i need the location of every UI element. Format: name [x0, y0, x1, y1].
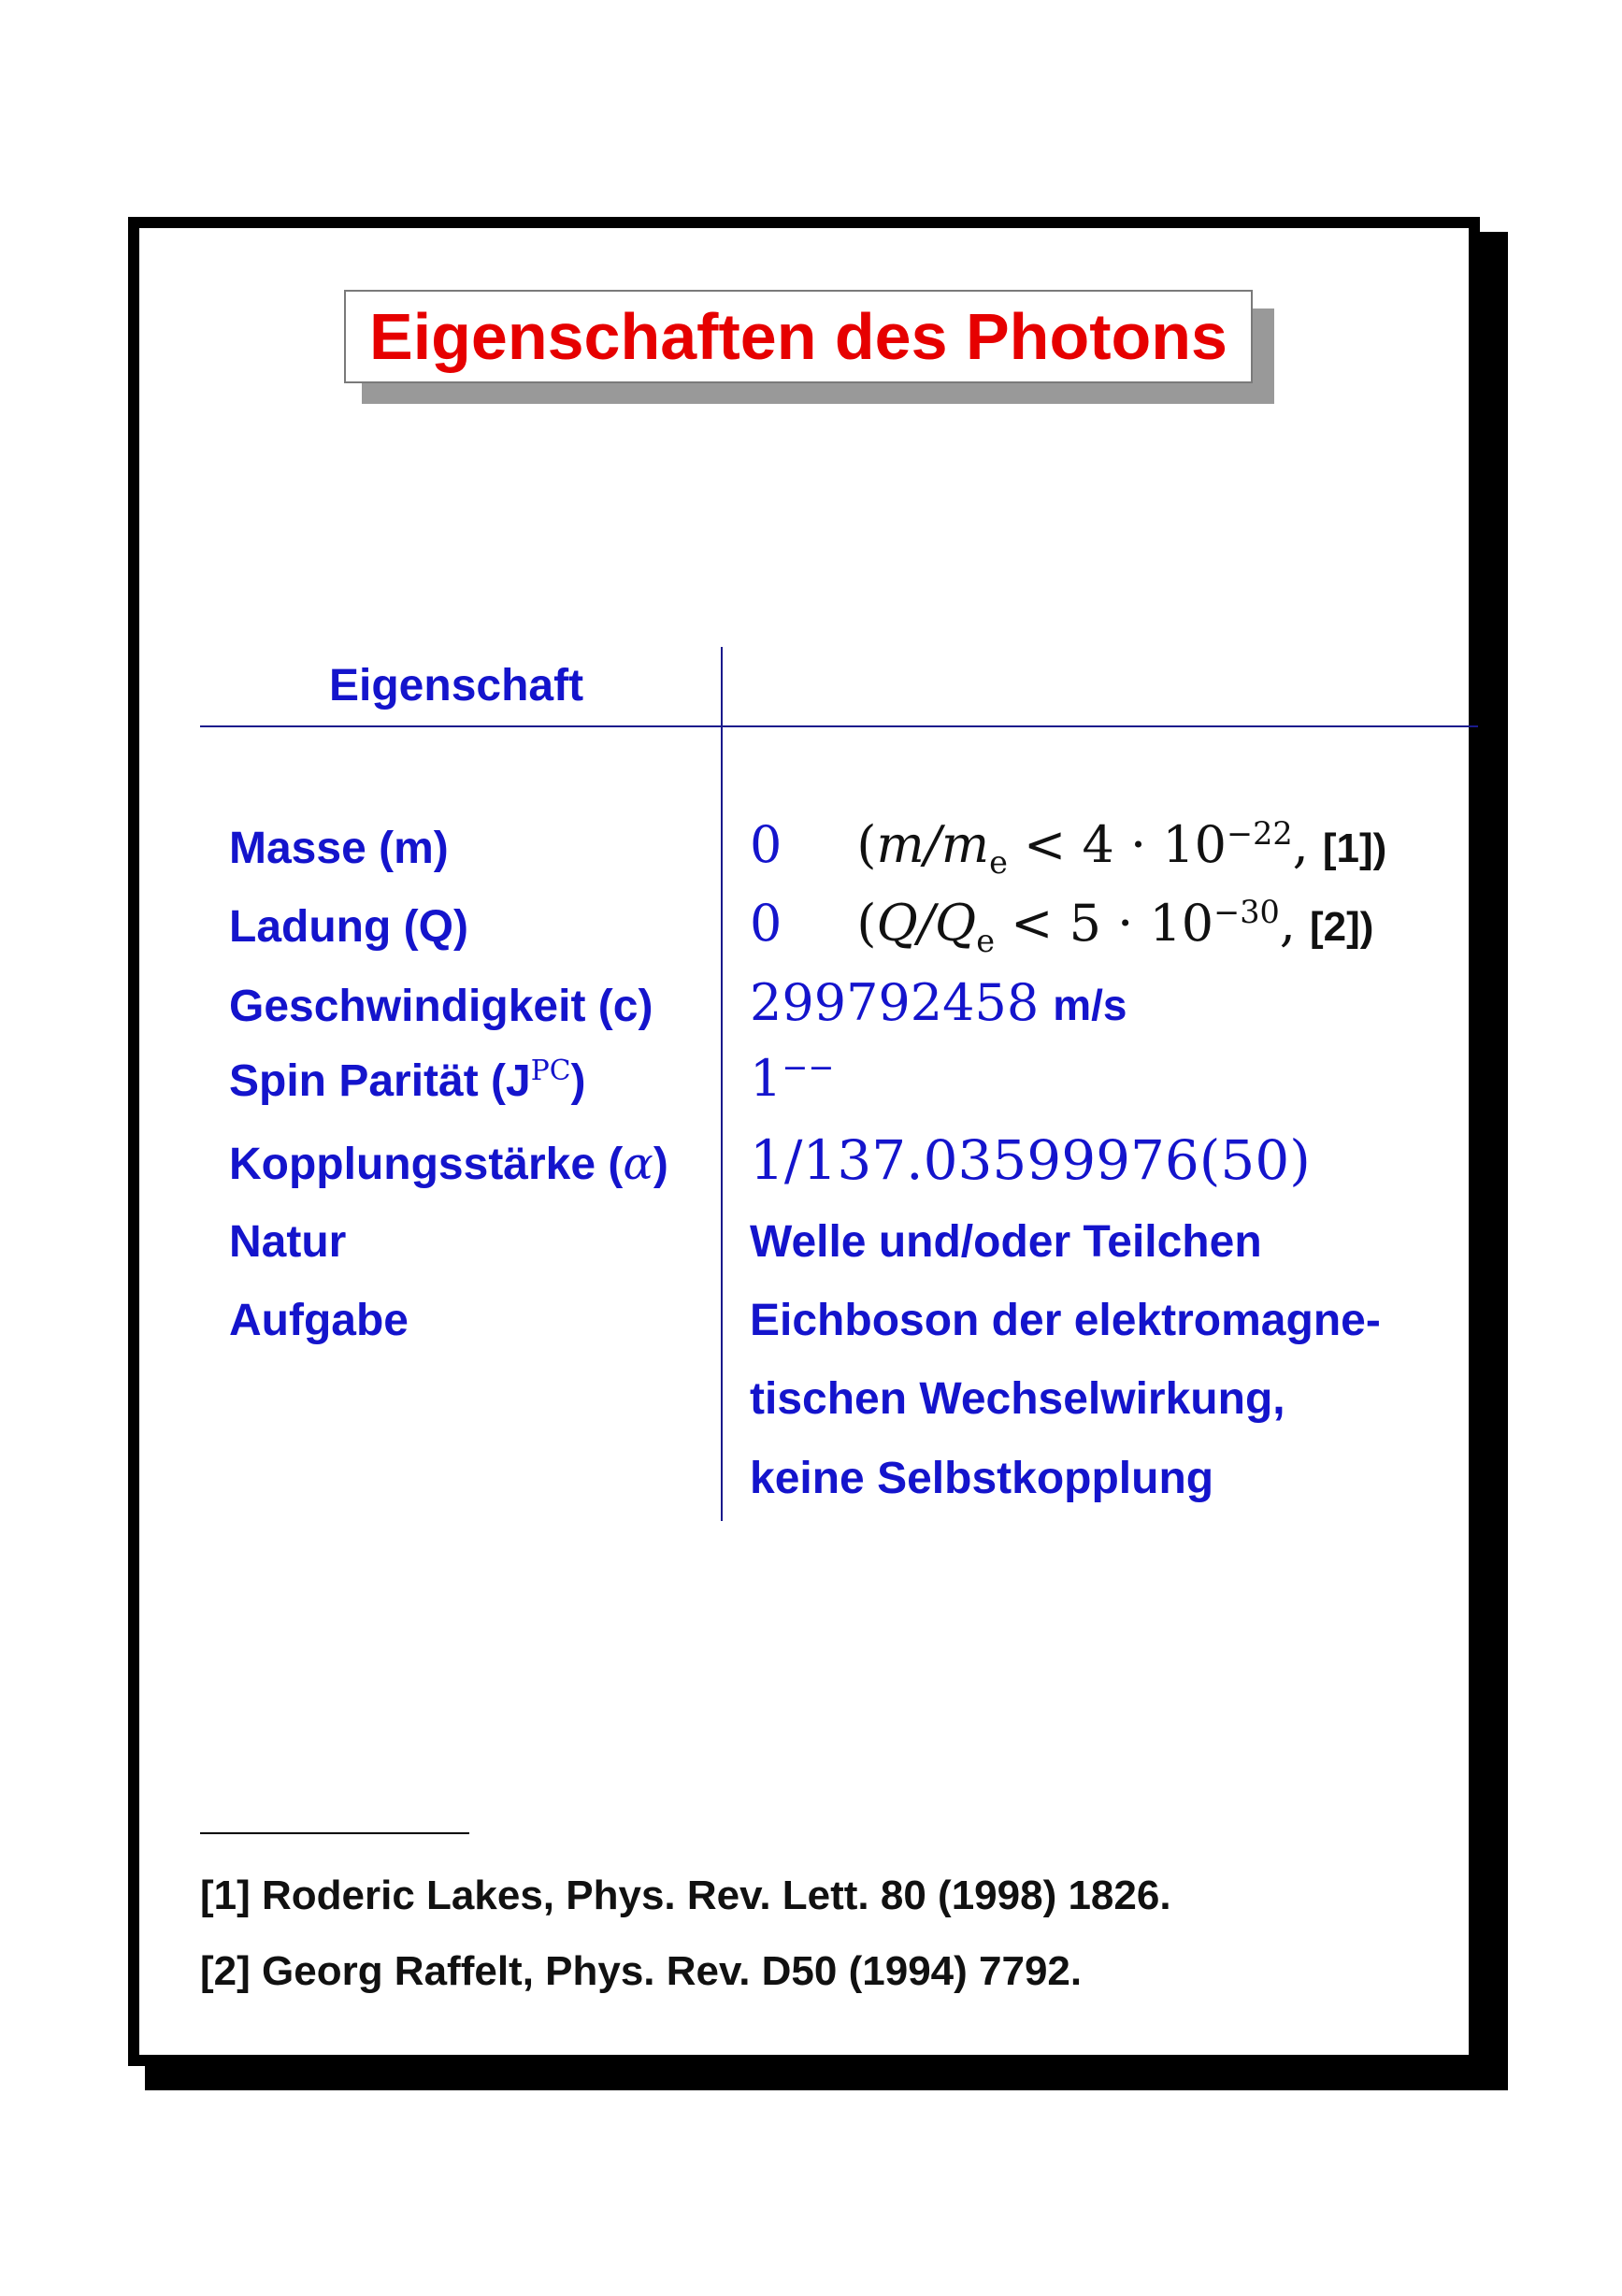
row-value-masse: 0 ($m/m_e < 4 \cdot 10^{-22}$, [1])	[750, 815, 1387, 881]
row-label-spin-paritaet: Spin Parität $(J^{PC})$	[229, 1055, 586, 1106]
table-column-divider	[721, 647, 723, 1521]
footnote-separator	[200, 1832, 469, 1834]
row-value-ladung: 0 ($Q/Q_e < 5 \cdot 10^{-30}$, [2])	[750, 894, 1374, 959]
table-header-divider	[200, 725, 1478, 727]
row-value-geschwindigkeit: 299792458 m/s	[750, 973, 1127, 1032]
row-label-geschwindigkeit: Geschwindigkeit (c)	[229, 982, 653, 1031]
row-value-spin-paritaet: 1−−	[750, 1049, 835, 1108]
row-label-aufgabe: Aufgabe	[229, 1296, 409, 1345]
row-label-masse: Masse (m)	[229, 824, 449, 873]
row-value-kopplungsstaerke: 1/137.03599976(50)	[750, 1128, 1311, 1192]
row-value-aufgabe-line-1: Eichboson der elektromagne-	[750, 1296, 1381, 1345]
footnote-1: [1] Roderic Lakes, Phys. Rev. Lett. 80 (1998) 1826.	[200, 1873, 1171, 1918]
row-label-kopplungsstaerke: Kopplungsstärke (α)	[229, 1138, 668, 1190]
row-value-aufgabe-line-3: keine Selbstkopplung	[750, 1454, 1214, 1503]
page-title: Eigenschaften des Photons	[344, 290, 1253, 383]
row-value-aufgabe-line-2: tischen Wechselwirkung,	[750, 1374, 1285, 1424]
footnote-2: [2] Georg Raffelt, Phys. Rev. D50 (1994) 7792.	[200, 1948, 1083, 1994]
row-value-natur: Welle und/oder Teilchen	[750, 1217, 1262, 1267]
row-label-natur: Natur	[229, 1217, 347, 1267]
table-header-eigenschaft: Eigenschaft	[329, 661, 584, 710]
row-label-ladung: Ladung (Q)	[229, 902, 468, 952]
